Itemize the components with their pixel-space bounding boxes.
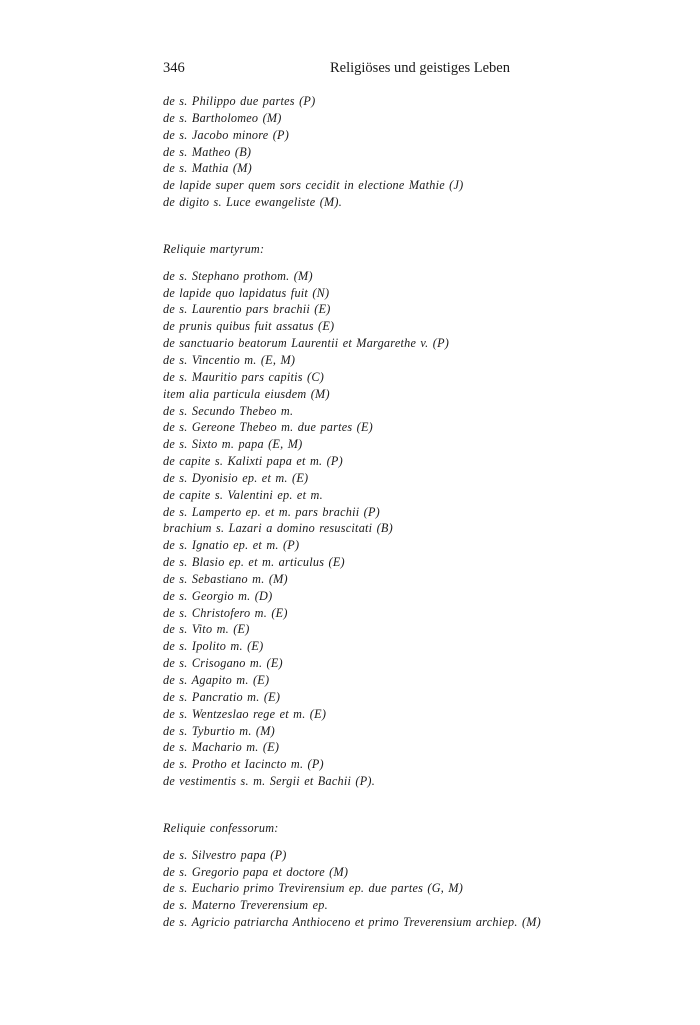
martyrum-list [163,268,633,790]
section-heading-confessorum: Reliquie confessorum: [163,820,279,835]
list-item: de s. Ipolito m. (E) [163,639,264,654]
list-item: de s. Tyburtio m. (M) [163,723,275,738]
list-item: de s. Crisogano m. (E) [163,656,283,671]
confessorum-list [163,847,633,931]
list-item: item alia particula eiusdem (M) [163,386,330,401]
list-item: de s. Protho et Iacincto m. (P) [163,757,324,772]
list-item: de s. Matheo (B) [163,144,252,159]
list-item: de s. Agapito m. (E) [163,673,270,687]
list-item: de s. Vito m. (E) [163,622,250,637]
list-item: de s. Jacobo minore (P) [163,127,290,142]
list-item: de s. Secundo Thebeo m. [163,403,294,418]
list-item: de digito s. Luce ewangeliste (M). [163,195,343,210]
list-item: de s. Gereone Thebeo m. due partes (E) [163,420,373,435]
list-item: de lapide quo lapidatus fuit (N) [163,285,330,300]
list-item: de s. Georgio m. (D) [163,588,273,603]
list-item: de s. Dyonisio ep. et m. (E) [163,470,309,485]
list-item: de s. Bartholomeo (M) [163,110,282,125]
list-item: de s. Wentzeslao rege et m. (E) [163,706,327,721]
list-item: de s. Pancratio m. (E) [163,689,281,704]
page-number: 346 [163,60,185,76]
list-item: de s. Sixto m. papa (E, M) [163,437,303,452]
list-item: de s. Gregorio papa et doctore (M) [163,864,349,879]
list-item: de capite s. Kalixti papa et m. (P) [163,454,343,469]
list-item: de prunis quibus fuit assatus (E) [163,319,335,334]
list-item: de s. Vincentio m. (E, M) [163,352,296,367]
list-item: de s. Sebastiano m. (M) [163,571,288,586]
list-item: de s. Machario m. (E) [163,740,280,755]
list-item: de sanctuario beatorum Laurentii et Margarethe v. (P) [163,336,450,351]
list-item: de s. Lamperto ep. et m. pars brachii (P) [163,504,380,519]
list-item: de s. Philippo due partes (P) [163,94,316,108]
page-body [163,93,633,931]
list-item: de s. Ignatio ep. et m. (P) [163,538,300,553]
running-title: Religiöses und geistiges Leben [329,60,510,76]
list-item: de s. Blasio ep. et m. articulus (E) [163,555,345,570]
list-item: de s. Stephano prothom. (M) [163,268,313,283]
section-heading-martyrum: Reliquie martyrum: [163,241,265,256]
list-item: de s. Mauritio pars capitis (C) [163,369,325,384]
list-item: de s. Mathia (M) [163,161,252,176]
list-item: de s. Materno Treverensium ep. [163,898,328,913]
list-item: de lapide super quem sors cecidit in electione Mathie (J) [163,178,464,193]
intro-list [163,93,633,211]
list-item: de capite s. Valentini ep. et m. [163,487,323,502]
list-item: brachium s. Lazari a domino resuscitati (B) [163,521,393,536]
list-item: de vestimentis s. m. Sergii et Bachii (P). [163,774,375,789]
list-item: de s. Agricio patriarcha Anthioceno et primo Treverensium archiep. (M) [163,915,541,930]
list-item: de s. Silvestro papa (P) [163,847,287,862]
list-item: de s. Laurentio pars brachii (E) [163,302,331,317]
list-item: de s. Christofero m. (E) [163,605,288,620]
page-header [163,58,510,78]
list-item: de s. Euchario primo Trevirensium ep. due partes (G, M) [163,881,464,896]
